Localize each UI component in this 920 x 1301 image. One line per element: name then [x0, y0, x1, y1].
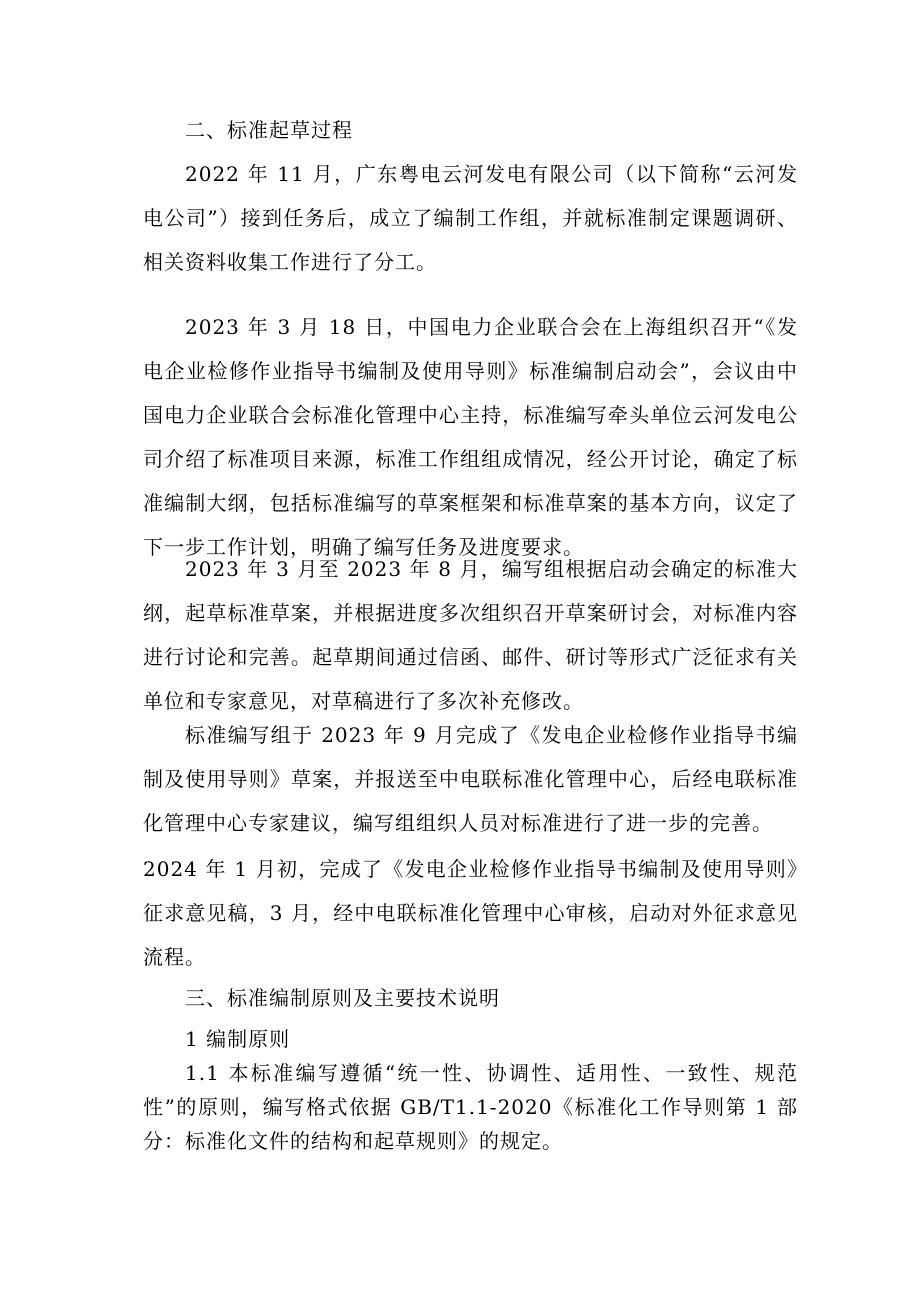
subsection1-heading: 1 编制原则 [185, 1027, 291, 1051]
paragraph-3: 2023 年 3 月至 2023 年 8 月，编写组根据启动会确定的标准大纲，起草标准草案，并根据进度多次组织召开草案研讨会，对标准内容进行讨论和完善。起草期间通过信函、邮件、研讨等形式广泛征求有关单位和专家意见，对草稿进行了多次补充修改。 [143, 557, 798, 713]
paragraph-6: 1.1 本标准编写遵循“统一性、协调性、适用性、一致性、规范性”的原则，编写格式依据 GB/T1.1-2020《标准化工作导则第 1 部分：标准化文件的结构和起草规则》的规定。 [143, 1061, 798, 1153]
paragraph-1: 2022 年 11 月，广东粤电云河发电有限公司（以下简称“云河发电公司”）接到任务后，成立了编制工作组，并就标准制定课题调研、相关资料收集工作进行了分工。 [143, 162, 798, 274]
section2-heading: 二、标准起草过程 [185, 118, 353, 142]
paragraph-2: 2023 年 3 月 18 日，中国电力企业联合会在上海组织召开“《发电企业检修作业指导书编制及使用导则》标准编制启动会”，会议由中国电力企业联合会标准化管理中心主持，标准编写牵头单位云河发电公司介绍了标准项目来源，标准工作组组成情况，经公开讨论，确定了标准编制大纲，包括标准编写的草案框架和标准草案的基本方向，议定了下一步工作计划，明确了编写任务及进度要求。 [143, 315, 798, 559]
section3-heading: 三、标准编制原则及主要技术说明 [185, 986, 500, 1010]
paragraph-5: 2024 年 1 月初，完成了《发电企业检修作业指导书编制及使用导则》征求意见稿，3 月，经中电联标准化管理中心审核，启动对外征求意见流程。 [143, 857, 798, 969]
paragraph-4: 标准编写组于 2023 年 9 月完成了《发电企业检修作业指导书编制及使用导则》草案，并报送至中电联标准化管理中心，后经电联标准化管理中心专家建议，编写组组织人员对标准进行了进一步的完善。 [143, 723, 798, 835]
